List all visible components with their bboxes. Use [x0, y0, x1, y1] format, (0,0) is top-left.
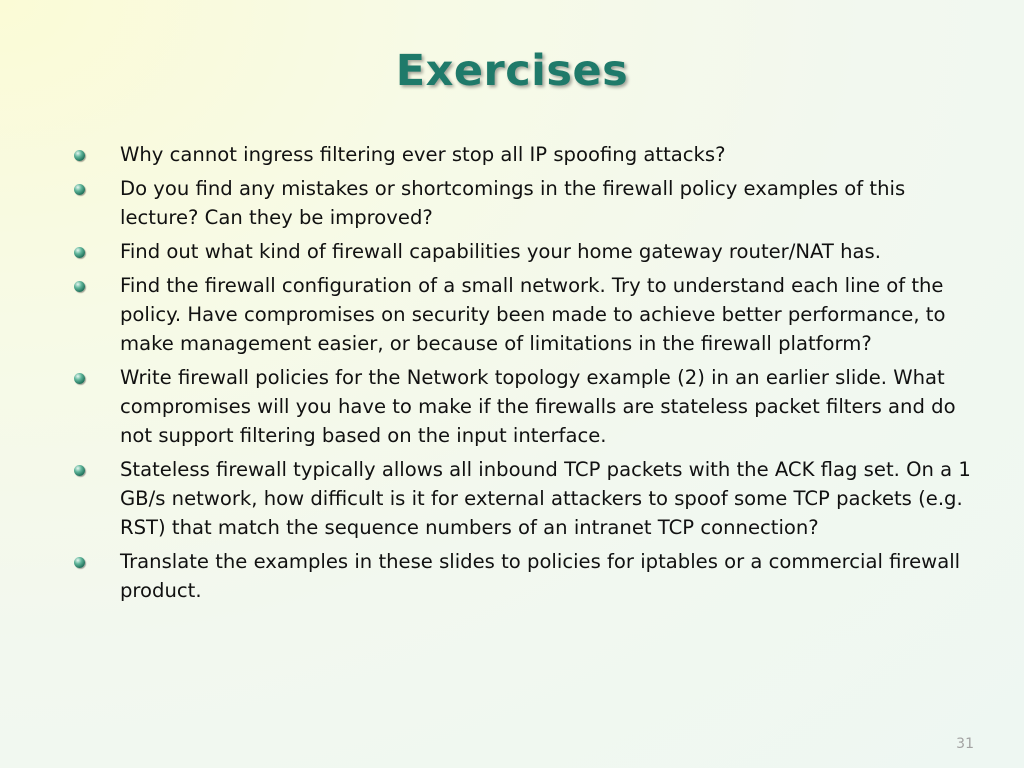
bullet-icon [74, 465, 85, 476]
bullet-text: Translate the examples in these slides to policies for iptables or a commercial firewall product. [120, 550, 961, 602]
slide-title: Exercises [395, 46, 629, 96]
bullet-icon [74, 150, 85, 161]
page-number: 31 [956, 736, 974, 752]
bullet-text: Do you find any mistakes or shortcomings in the firewall policy examples of this lecture? Can they be improved? [120, 177, 906, 229]
bullet-item [72, 237, 972, 266]
bullet-item [72, 271, 972, 358]
bullet-icon [74, 373, 85, 384]
bullet-icon [74, 557, 85, 568]
bullet-text: Stateless firewall typically allows all inbound TCP packets with the ACK flag set. On a 1 GB/s network, how difficult is it for external attackers to spoof some TCP packets (e.g. RST) that match the sequence numbers of an intranet TCP connection? [120, 458, 971, 539]
bullet-item [72, 455, 972, 542]
bullet-icon [74, 281, 85, 292]
bullet-text: Find out what kind of firewall capabilities your home gateway router/NAT has. [120, 240, 881, 263]
bullet-item [72, 363, 972, 450]
bullet-item [72, 140, 972, 169]
bullet-list [72, 140, 972, 610]
bullet-item [72, 547, 972, 605]
bullet-text: Why cannot ingress filtering ever stop all IP spoofing attacks? [120, 143, 726, 166]
bullet-text: Find the firewall configuration of a small network. Try to understand each line of the policy. Have compromises on security been made to achieve better performance, to make management easier, or because of limitations in the firewall platform? [120, 274, 946, 355]
bullet-icon [74, 247, 85, 258]
bullet-icon [74, 184, 85, 195]
bullet-text: Write firewall policies for the Network topology example (2) in an earlier slide. What compromises will you have to make if the firewalls are stateless packet filters and do not support filtering based on the input interface. [120, 366, 956, 447]
bullet-item [72, 174, 972, 232]
